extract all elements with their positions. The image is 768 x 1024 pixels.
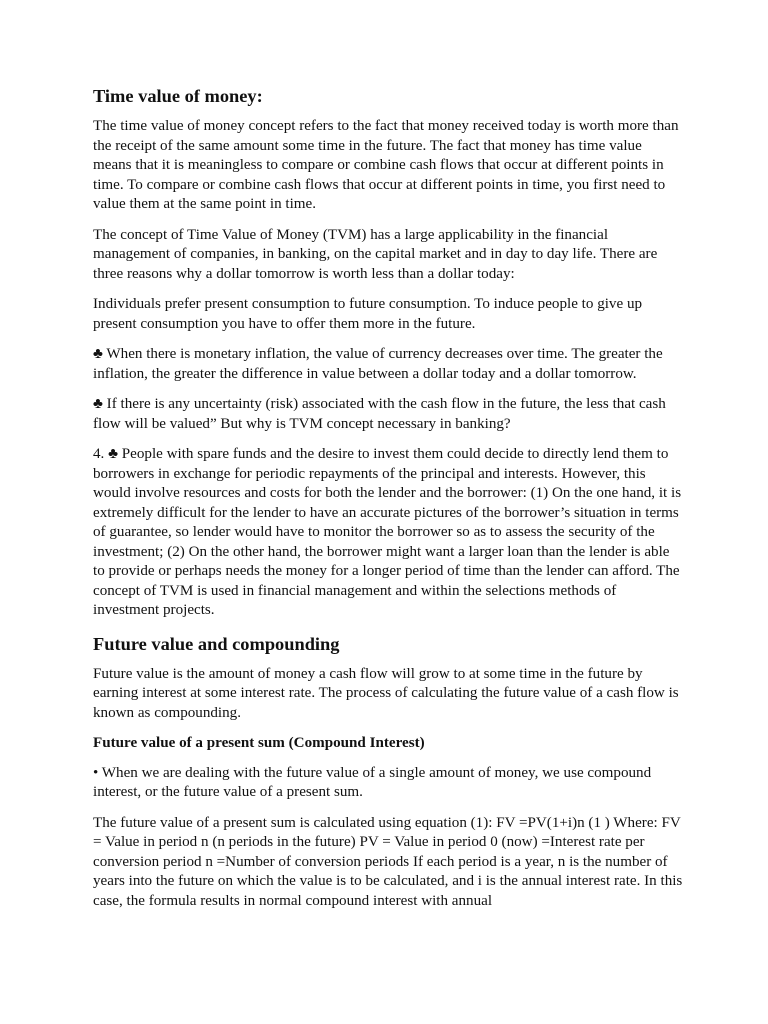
paragraph-tvm-applicability: The concept of Time Value of Money (TVM) has a large applicability in the financial management of companies, in banking, on the capital market and in day to day life. There are three reasons why a dollar tomorrow is worth less than a dollar today:	[93, 226, 658, 282]
heading-time-value-of-money: Time value of money:	[93, 86, 263, 106]
paragraph-future-value-formula: The future value of a present sum is calculated using equation (1): FV =PV(1+i)n (1 ) Where: FV = Value in period n (n periods in the future) PV = Value in period 0 (now) =Interest rate per conversion period n =Number of conversion periods If each period is a year, n is the number of years into the future on which the value is to be calculated, and i is the annual interest rate. In this case, the formula results in normal compound interest with annual	[93, 814, 683, 909]
heading-future-value-present-sum: Future value of a present sum (Compound Interest)	[93, 735, 425, 751]
paragraph-compound-interest-note: • When we are dealing with the future value of a single amount of money, we use compound interest, or the future value of a present sum.	[93, 764, 652, 800]
heading-future-value-compounding: Future value and compounding	[93, 633, 340, 654]
paragraph-future-value-definition: Future value is the amount of money a cash flow will grow to at some time in the future by earning interest at some interest rate. The process of calculating the future value of a cash flow is known as compounding.	[93, 665, 679, 721]
document-body	[93, 84, 683, 922]
paragraph-inflation: ♣ When there is monetary inflation, the value of currency decreases over time. The greater the inflation, the greater the difference in value between a dollar today and a dollar tomorrow.	[93, 346, 663, 382]
paragraph-banking: 4. ♣ People with spare funds and the desire to invest them could decide to directly lend them to borrowers in exchange for periodic repayments of the principal and interests. However, this would involve resources and costs for both the lender and the borrower: (1) On the one hand, it is extremely difficult for the lender to have an accurate pictures of the borrower’s situation in terms of guarantee, so lender would have to monitor the borrower so as to assess the security of the investment; (2) On the other hand, the borrower might want a larger loan than the lender is able to provide or perhaps needs the money for a longer period of time than the lender can afford. The concept of TVM is used in financial management and within the selections methods of investment projects.	[93, 446, 682, 618]
paragraph-tvm-definition: The time value of money concept refers to the fact that money received today is worth more than the receipt of the same amount some time in the future. The fact that money has time value means that it is meaningless to compare or combine cash flows that occur at different points in time. To compare or combine cash flows that occur at different points in time, you first need to value them at the same point in time.	[93, 118, 679, 212]
paragraph-uncertainty: ♣ If there is any uncertainty (risk) associated with the cash flow in the future, the less that cash flow will be valued” But why is TVM concept necessary in banking?	[93, 396, 666, 432]
paragraph-present-consumption: Individuals prefer present consumption to future consumption. To induce people to give up present consumption you have to offer them more in the future.	[93, 296, 643, 332]
